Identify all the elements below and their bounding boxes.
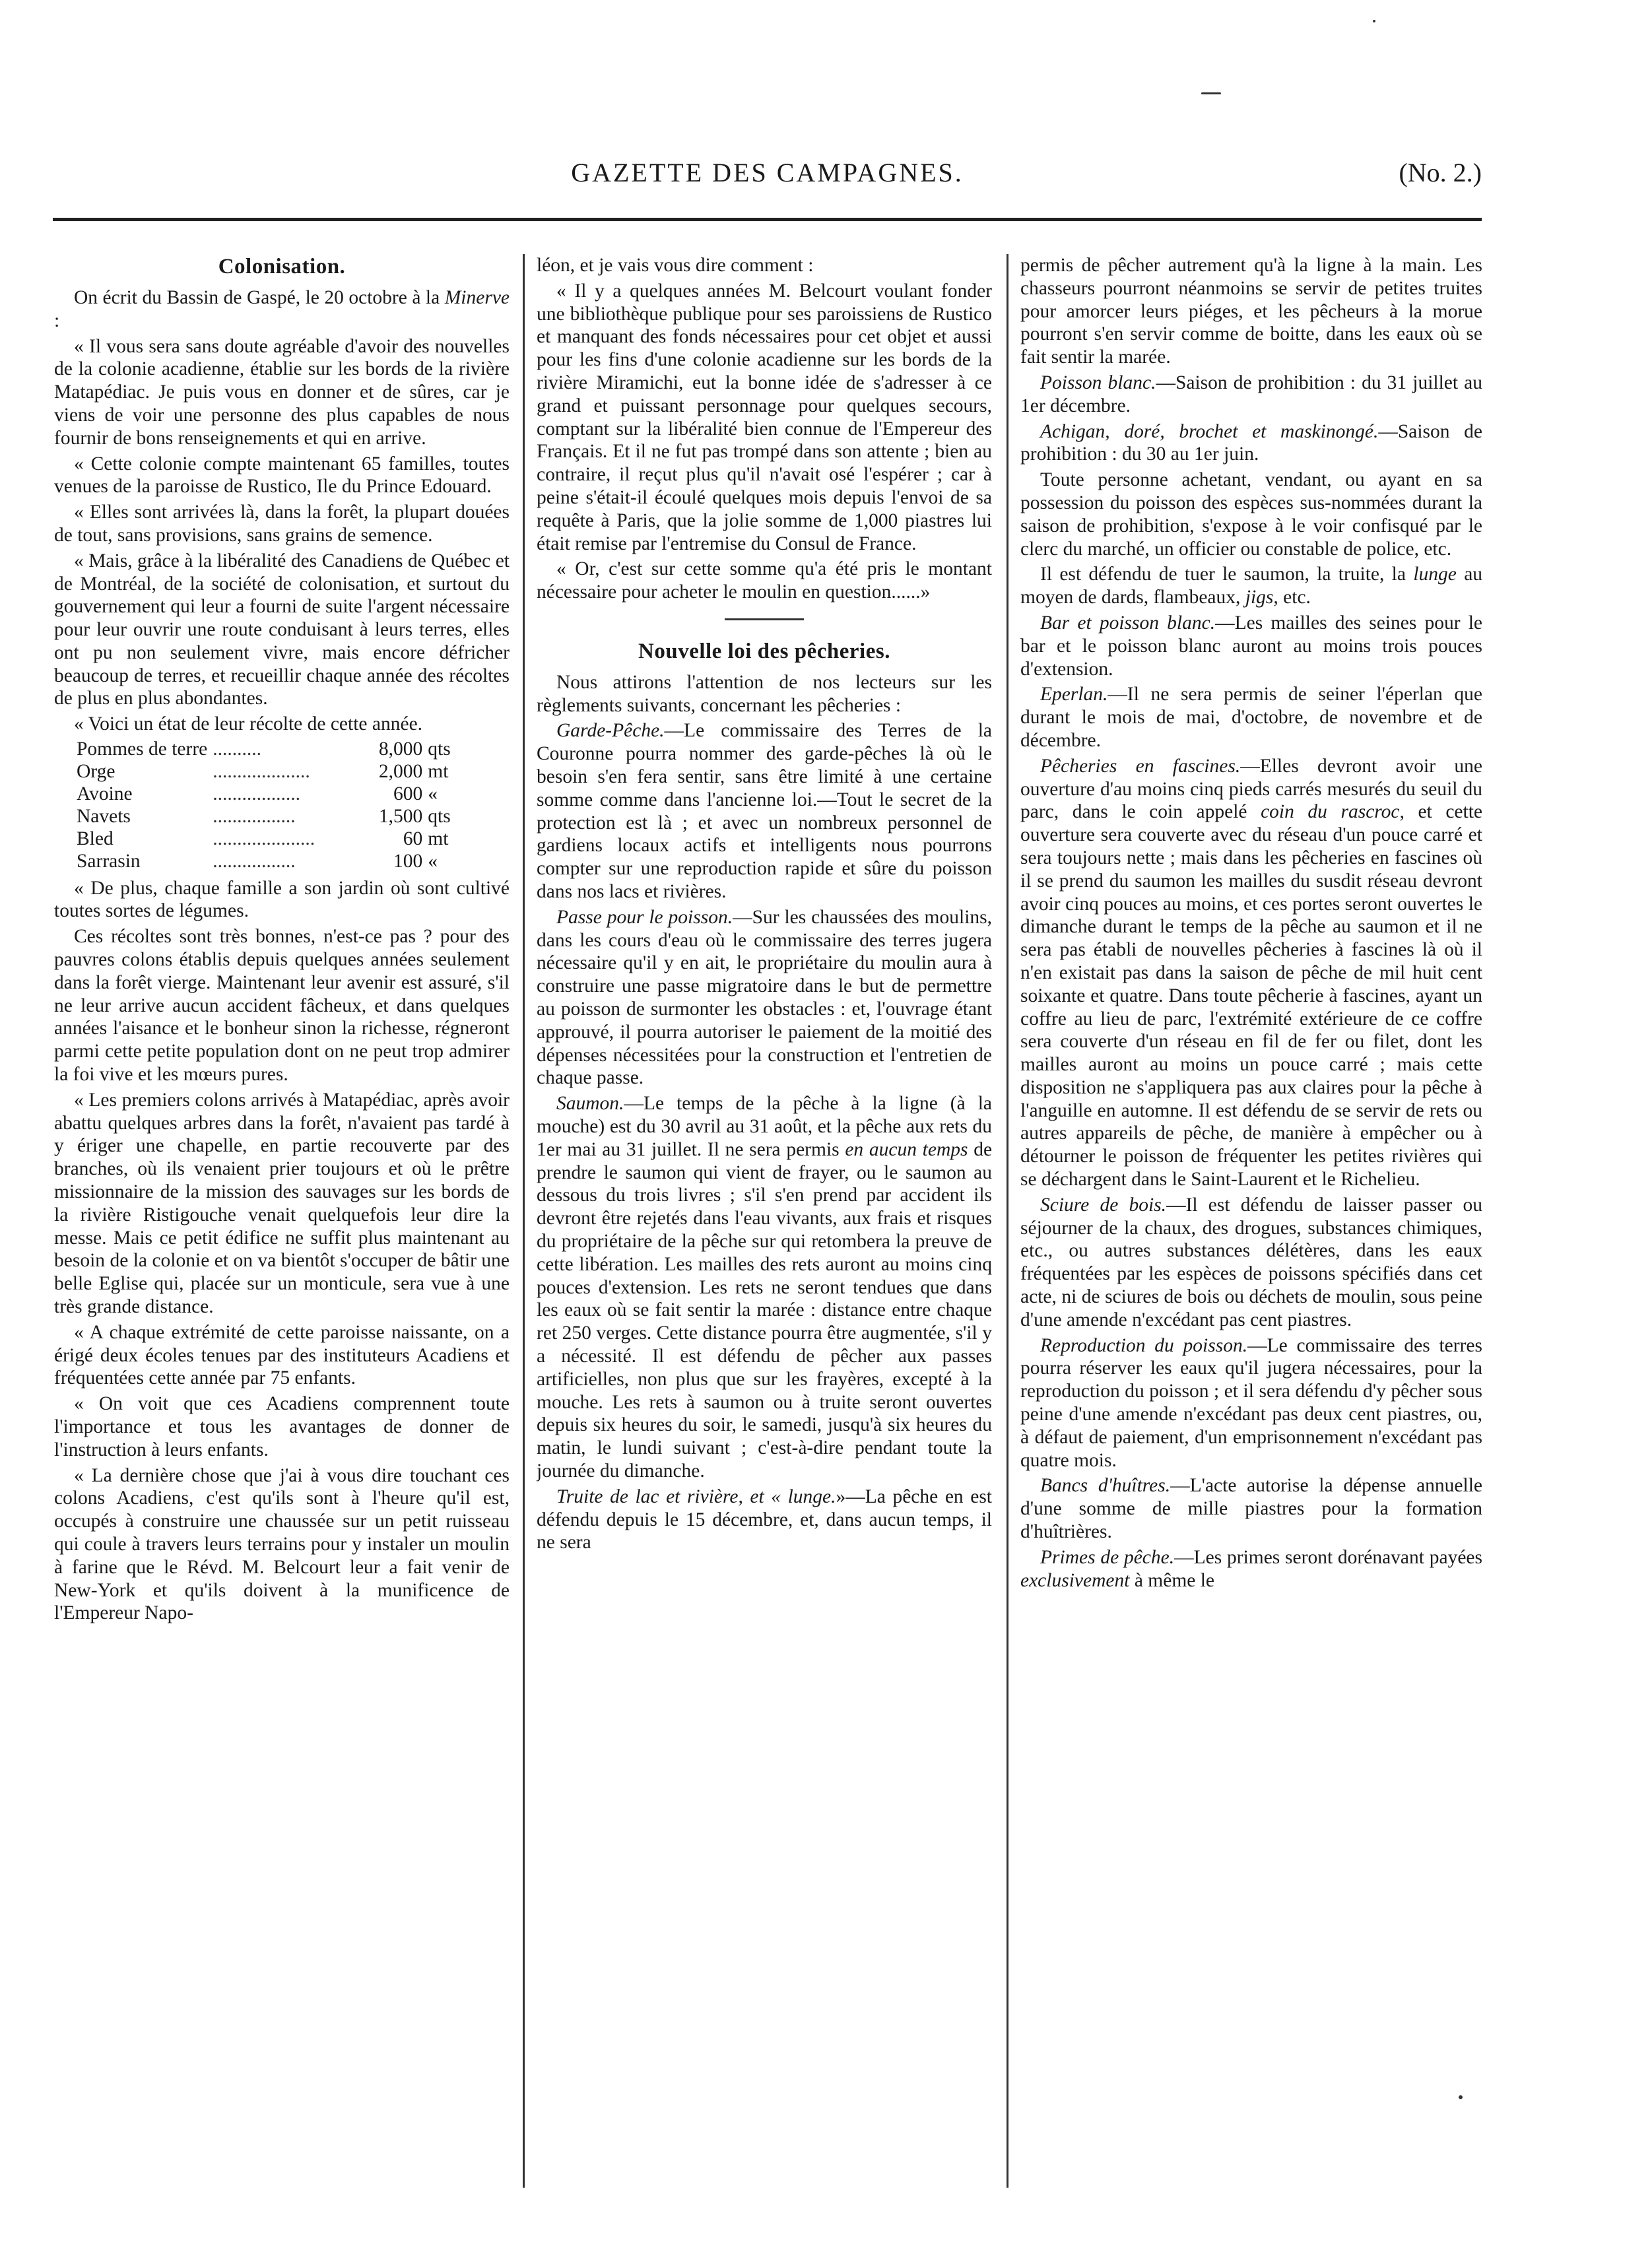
table-row: Orge .................... 2,000 mt: [74, 761, 470, 783]
paragraph: Toute personne achetant, vendant, ou ayant en sa possession du poisson des espèces sus-nommées durant la saison de prohibition, s'expose à le voir confisqué par le clerc du marché, un officier ou constable de police, etc.: [1020, 469, 1482, 560]
regulation-heading: Primes de pêche.: [1040, 1546, 1175, 1568]
crop-name: Sarrasin: [77, 850, 141, 872]
crop-unit: mt: [428, 828, 449, 849]
column-divider: [523, 254, 525, 2188]
regulation-body: —Elles devront avoir une ouverture d'au moins cinq pieds carrés mesurés du seuil du parc, dans le coin appelé: [1020, 755, 1482, 823]
regulation-heading: Pêcheries en fascines.: [1040, 755, 1241, 777]
regulation-heading: Saumon.: [556, 1093, 624, 1115]
crop-qty: 1,500: [378, 805, 423, 827]
paragraph: « La dernière chose que j'ai à vous dire touchant ces colons Acadiens, c'est qu'ils sont à l'heure qu'il est, occupés à construire une chaussée sur un petit ruisseau qui coule à travers leurs terrains pour y instaler un moulin à farine que le Révd. M. Belcourt leur a fait venir de New-York et qu'ils doivent à la munificence de l'Empereur Napo-: [54, 1464, 510, 1624]
table-row: Bled ..................... 60 mt: [74, 828, 470, 851]
dateline-prefix: On écrit du Bassin de Gaspé, le 20 octobre à la: [74, 286, 440, 308]
regulation-reproduction: [1020, 1334, 1482, 1472]
paragraph: permis de pêcher autrement qu'à la ligne à la main. Les chasseurs pourront néanmoins se servir de petites truites pour amorcer leurs piéges, et les pêcheurs à la morue pourront s'en servir comme de boitte, dans les eaux où se fait sentir la marée.: [1020, 255, 1482, 368]
article-title-colonisation: Colonisation.: [218, 255, 346, 278]
regulation-heading: Poisson blanc.: [1040, 372, 1156, 393]
regulation-body: à même le: [1134, 1569, 1215, 1591]
dateline-source: Minerve: [444, 286, 510, 308]
regulation-achigan: [1020, 420, 1482, 467]
crop-qty: 600: [393, 783, 423, 804]
paragraph: « Il vous sera sans doute agréable d'avoir des nouvelles de la colonie acadienne, établie sur les bords de la rivière Matapédiac. Je puis vous en donner et de sûres, car je viens de voir une personne des plus capables de nous fournir de bons renseignements et qui en arrive.: [54, 335, 510, 449]
crop-name: Avoine: [77, 783, 133, 804]
paragraph: « Cette colonie compte maintenant 65 familles, toutes venues de la paroisse de Rustico, Ile du Prince Edouard.: [54, 453, 510, 498]
crop-qty: 8,000: [378, 738, 423, 760]
regulation-body: —Saison de prohibition : du 31 juillet au 1er décembre.: [1020, 372, 1482, 416]
regulation-heading: Garde-Pêche.: [556, 720, 665, 742]
regulation-heading: Sciure de bois.: [1040, 1194, 1167, 1216]
paragraph: Nous attirons l'attention de nos lecteurs sur les règlements suivants, concernant les pêcheries :: [537, 671, 992, 716]
crop-unit: «: [428, 783, 438, 804]
paragraph: « Elles sont arrivées là, dans la forêt, la plupart douées de tout, sans provisions, sans grains de semence.: [54, 502, 510, 546]
dateline: [54, 286, 510, 333]
regulation-heading: Reproduction du poisson.: [1040, 1334, 1248, 1356]
newspaper-title: GAZETTE DES CAMPAGNES.: [571, 158, 964, 187]
header-rule: [53, 218, 1482, 221]
scan-speck: [1201, 92, 1221, 94]
regulation-heading: Eperlan.: [1040, 684, 1108, 705]
regulation-heading: Bar et poisson blanc.: [1040, 612, 1216, 634]
paragraph: Il est défendu de tuer le saumon, la truite, la lunge au moyen de dards, flambeaux, jigs, etc.: [1020, 564, 1482, 608]
regulation-heading: Achigan, doré, brochet et maskinongé.: [1040, 420, 1379, 442]
regulation-body: —Saison de prohibition : du 30 au 1er juin.: [1020, 420, 1482, 465]
regulation-eperlan: [1020, 683, 1482, 752]
regulation-body: de prendre le saumon qui vient de frayer, ou le saumon au dessous du trois livres ; s'il s'en prend par accident ils devront être rejetés dans l'eau vivants, aux frais et risques du propriétaire de la pêche sur qui retombera la preuve de cette libération. Les mailles des rets auront au moins cinq pouces d'extension. Les rets ne seront tendues que dans les eaux où se fait sentir la marée : distance entre chaque ret 250 verges. Cette distance pourra être augmentée, s'il y a nécessité. Il est défendu de pêcher aux passes artificielles, non plus que sur les frayères, excepté à la mouche. Les rets à saumon ou à truite seront ouvertes depuis six heures du soir, le samedi, jusqu'à six heures du matin, le lundi suivant ; c'est-à-dire pendant toute la journée du dimanche.: [537, 1138, 992, 1482]
section-separator: [725, 618, 804, 620]
regulation-sciure: [1020, 1194, 1482, 1332]
crop-name: Bled: [77, 828, 114, 849]
regulation-body: —Les mailles des seines pour le bar et le poisson blanc auront au moins trois pouces d'extension.: [1020, 612, 1482, 680]
table-row: Avoine .................. 600 «: [74, 783, 470, 806]
crop-unit: qts: [428, 738, 451, 760]
paragraph: « On voit que ces Acadiens comprennent toute l'importance et tous les avantages de donner de l'instruction à leurs enfants.: [54, 1393, 510, 1460]
regulation-body: »—La pêche en est défendu depuis le 15 décembre, et, dans aucun temps, il ne sera: [537, 1486, 992, 1553]
paragraph: « A chaque extrémité de cette paroisse naissante, on a érigé deux écoles tenues par des instituteurs Acadiens et fréquentées cette année par 75 enfants.: [54, 1321, 510, 1389]
regulation-huitres: [1020, 1474, 1482, 1543]
regulation-bar: [1020, 612, 1482, 680]
table-row: Sarrasin ................. 100 «: [74, 851, 470, 873]
scan-speck: [1373, 20, 1375, 22]
dateline-suffix: :: [54, 310, 60, 331]
regulation-truite: [537, 1486, 992, 1554]
crop-qty: 2,000: [378, 761, 423, 782]
regulation-emphasis: exclusivement: [1020, 1569, 1130, 1591]
scan-speck: [1459, 2095, 1463, 2099]
table-row: Navets ................. 1,500 qts: [74, 806, 470, 828]
regulation-emphasis: en aucun temps: [845, 1138, 968, 1160]
paragraph: Ces récoltes sont très bonnes, n'est-ce pas ? pour des pauvres colons établis depuis quelques années seulement dans la forêt vierge. Maintenant leur avenir est assuré, s'il ne leur arrive aucun accident fâcheux, et dans quelques années l'aisance et le bonheur sinon la richesse, régneront parmi cette petite population dont on ne peut trop admirer la foi vive et les mœurs pures.: [54, 926, 510, 1085]
harvest-table: [74, 738, 470, 873]
crop-name: Navets: [77, 805, 131, 827]
column-3: [1020, 254, 1482, 2174]
paragraph: léon, et je vais vous dire comment :: [537, 255, 814, 276]
regulation-body: —L'acte autorise la dépense annuelle d'une somme de mille piastres pour la formation d'huîtrières.: [1020, 1475, 1482, 1543]
paragraph: « De plus, chaque famille a son jardin où sont cultivé toutes sortes de légumes.: [54, 877, 510, 922]
column-1: [54, 254, 510, 2174]
regulation-primes: [1020, 1546, 1482, 1592]
paragraph: « Voici un état de leur récolte de cette année.: [74, 713, 423, 735]
regulation-body: —Il est défendu de laisser passer ou séjourner de la chaux, des drogues, substances chimiques, etc., ou autres substances délétères, dans les eaux fréquentées par les espèces de poissons spécifiés dans cet acte, ni de sciures de bois ou déchets de moulin, sous peine d'une amende n'excédant pas cent piastres.: [1020, 1194, 1482, 1330]
crop-unit: «: [428, 850, 438, 872]
regulation-passe: [537, 906, 992, 1090]
crop-unit: qts: [428, 805, 451, 827]
column-2: [537, 254, 992, 2174]
regulation-emphasis: coin du rascroc,: [1261, 801, 1404, 823]
paragraph: « Mais, grâce à la libéralité des Canadiens de Québec et de Montréal, de la société de colonisation, et surtout du gouvernement qui leur a fourni de suite l'argent nécessaire pour leur ouvrir une route conduisant à leurs terres, elles ont pu non seulement vivre, mais encore défricher beaucoup de terres, et recueillir chaque année des récoltes de plus en plus abondantes.: [54, 550, 510, 709]
regulation-body: —Le commissaire des Terres de la Couronne pourra nommer des garde-pêches là où le besoin s'en fera sentir, sans être limité à une certaine somme comme dans l'ancienne loi.—Tout le secret de la protection est là ; et avec un nombreux personnel de gardiens locaux actifs et intelligents nous pourrons compter sur une reproduction rapide et sûre du poisson dans nos lacs et rivières.: [537, 720, 992, 903]
paragraph: « Or, c'est sur cette somme qu'a été pris le montant nécessaire pour acheter le moulin en question......»: [537, 558, 992, 603]
crop-qty: 100: [393, 850, 423, 872]
paragraph: « Les premiers colons arrivés à Matapédiac, après avoir abattu quelques arbres dans la forêt, n'avaient pas tardé à y ériger une chapelle, en partie recouverte par des branches, où ils venaient prier toujours et où le prêtre missionnaire de la mission des sauvages sur les bords de la rivière Ristigouche venait quelquefois leur dire la messe. Mais ce petit édifice ne suffit plus maintenant au besoin de la colonie et on va bientôt s'occuper de bâtir une belle Eglise qui, placée sur un monticule, sera vue à une très grande distance.: [54, 1089, 510, 1317]
crop-name: Pommes de terre: [77, 738, 208, 760]
regulation-body: —Il ne sera permis de seiner l'éperlan que durant le mois de mai, d'octobre, de novembre et de décembre.: [1020, 684, 1482, 751]
regulation-body: —Le commissaire des terres pourra réserver les eaux qu'il jugera nécessaires, pour la reproduction du poisson ; et il sera défendu d'y pêcher sous peine d'une amende n'excédant pas deux cent piastres, ou, à défaut de paiement, d'un emprisonnement n'excédant pas quatre mois.: [1020, 1334, 1482, 1471]
table-row: Pommes de terre .......... 8,000 qts: [74, 738, 470, 761]
regulation-heading: Truite de lac et rivière, et « lunge.: [556, 1486, 836, 1507]
regulation-body: et cette ouverture sera couverte avec du réseau d'un pouce carré et sera toujours nette ; mais dans les pêcheries en fascines où il se prend du saumon les mailles du susdit réseau devront avoir cinq pouces au moins, et ces portes seront ouvertes le dimanche durant le temps de la pêche au saumon et il ne sera pas établi de nouvelles pêcheries à fascines là où il n'en existait pas dans la saison de pêche de mil huit cent soixante et quatre. Dans toute pêcherie à fascines, ayant un coffre au lieu de parc, l'extrémité extérieure de ce coffre sera couverte d'un réseau en fil de fer ou filet, dont les mailles auront au moins un pouce carré ; mais cette disposition ne s'appliquera pas aux claires pour la pêche à l'anguille en automne. Il est défendu de se servir de rets ou autres appareils de pêche, de manière à empêcher ou à détourner le poisson de fréquenter les petites rivières qui se déchargent dans le Saint-Laurent et le Richelieu.: [1020, 801, 1482, 1191]
crop-name: Orge: [77, 761, 116, 782]
regulation-garde-peche: [537, 719, 992, 903]
regulation-emphasis: lunge: [1413, 564, 1457, 585]
page-header: [53, 153, 1482, 199]
regulation-body: —Le temps de la pêche à la ligne (à la mouche) est du 30 avril au 31 août, et la pêche aux rets du 1er mai au 31 juillet. Il ne sera permis: [537, 1093, 992, 1160]
crop-unit: mt: [428, 761, 449, 782]
regulation-heading: Bancs d'huîtres.: [1040, 1475, 1171, 1497]
article-title-fisheries: Nouvelle loi des pêcheries.: [638, 639, 890, 663]
column-divider: [1007, 254, 1008, 2188]
regulation-body: —Les primes seront dorénavant payées: [1174, 1546, 1482, 1568]
regulation-saumon: [537, 1092, 992, 1483]
paragraph: « Il y a quelques années M. Belcourt voulant fonder une bibliothèque publique pour ses paroissiens de Rustico et manquant des fonds nécessaires pour cet objet et aussi pour les fins d'une colonie acadienne sur les bords de la rivière Miramichi, eut la bonne idée de s'adresser à ce grand et puissant personnage pour quelques secours, comptant sur la libéralité bien connue de l'Empereur des Français. Et il ne fut pas trompé dans son attente ; bien au contraire, il reçut plus qu'il n'avait osé l'espérer ; car à peine s'était-il écoulé quelques mois depuis l'envoi de sa requête à Paris, que la jolie somme de 1,000 piastres lui était remise par l'entremise du Consul de France.: [537, 280, 992, 554]
regulation-heading: Passe pour le poisson.: [556, 906, 733, 928]
regulation-emphasis: jigs,: [1245, 587, 1278, 608]
regulation-body: —Sur les chaussées des moulins, dans les cours d'eau où le commissaire des terres jugera nécessaire qu'il y en ait, le propriétaire du moulin aura à construire une passe migratoire dans le but de permettre au poisson de surmonter les obstacles : et, l'ouvrage étant approuvé, il pourra autoriser le paiement de la moitié des dépenses nécessitées pour la construction et l'entretien de chaque passe.: [537, 906, 992, 1089]
regulation-fascines: [1020, 755, 1482, 1191]
regulation-poisson-blanc: [1020, 372, 1482, 418]
crop-qty: 60: [403, 828, 423, 849]
issue-number: (No. 2.): [1399, 158, 1482, 187]
